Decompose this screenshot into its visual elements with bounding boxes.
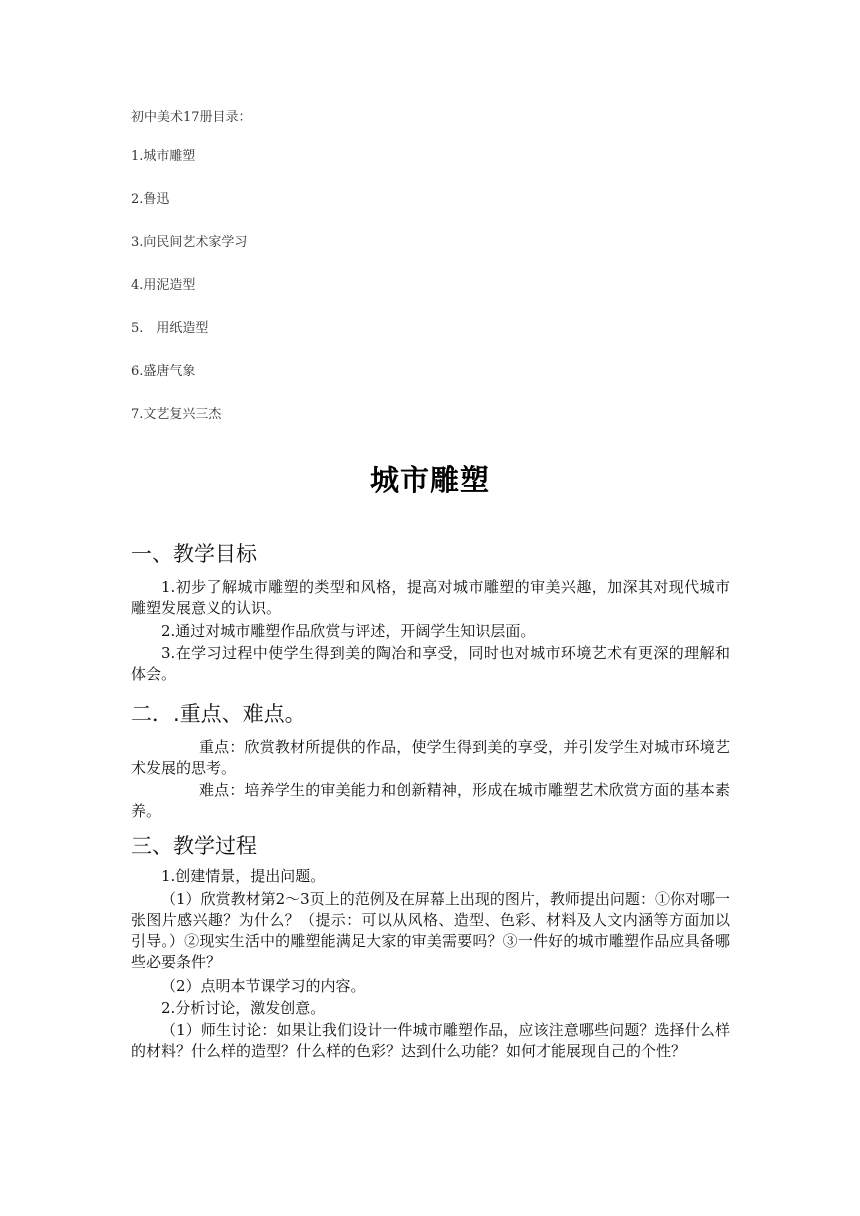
toc-list xyxy=(131,149,247,450)
objective-paragraph: 3.在学习过程中使学生得到美的陶冶和享受，同时也对城市环境艺术有更深的理解和体会。 xyxy=(131,644,730,683)
process-paragraph: 1.创建情景，提出问题。 xyxy=(161,867,326,885)
process-paragraph: 2.分析讨论，激发创意。 xyxy=(161,999,326,1017)
toc-item: 2.鲁迅 xyxy=(131,192,170,207)
section-heading-objectives: 一、教学目标 xyxy=(131,542,257,566)
toc-item: 7.文艺复兴三杰 xyxy=(131,407,222,422)
objective-paragraph: 2.通过对城市雕塑作品欣赏与评述，开阔学生知识层面。 xyxy=(161,622,536,640)
difficulty-paragraph: 难点：培养学生的审美能力和创新精神，形成在城市雕塑艺术欣赏方面的基本素养。 xyxy=(131,781,730,820)
objective-paragraph: 1.初步了解城市雕塑的类型和风格，提高对城市雕塑的审美兴趣，加深其对现代城市雕塑发展意义的认识。 xyxy=(131,578,730,617)
toc-item: 6.盛唐气象 xyxy=(131,364,196,379)
key-point-paragraph: 重点：欣赏教材所提供的作品，使学生得到美的享受，并引发学生对城市环境艺术发展的思考。 xyxy=(131,738,730,777)
document-title: 城市雕塑 xyxy=(369,463,490,497)
section-heading-process: 三、教学过程 xyxy=(131,834,257,858)
toc-item: 5. 用纸造型 xyxy=(131,321,209,336)
process-paragraph: （2）点明本节课学习的内容。 xyxy=(161,977,366,995)
toc-item: 3.向民间艺术家学习 xyxy=(131,235,248,250)
section-heading-key-points: 二．.重点、难点。 xyxy=(131,702,306,726)
toc-title: 初中美术17册目录： xyxy=(131,110,252,125)
process-paragraph: （1）欣赏教材第2～3页上的范例及在屏幕上出现的图片，教师提出问题：①你对哪一张图片感兴趣？为什么？（提示：可以从风格、造型、色彩、材料及人文内涵等方面加以引导。）②现实生活中的雕塑能满足大家的审美需要吗？③一件好的城市雕塑作品应具备哪些必要条件？ xyxy=(131,890,730,971)
process-paragraph: （1）师生讨论：如果让我们设计一件城市雕塑作品，应该注意哪些问题？选择什么样的材料？什么样的造型？什么样的色彩？达到什么功能？如何才能展现自己的个性？ xyxy=(131,1021,730,1060)
toc-item: 1.城市雕塑 xyxy=(131,149,196,164)
toc-item: 4.用泥造型 xyxy=(131,278,196,293)
